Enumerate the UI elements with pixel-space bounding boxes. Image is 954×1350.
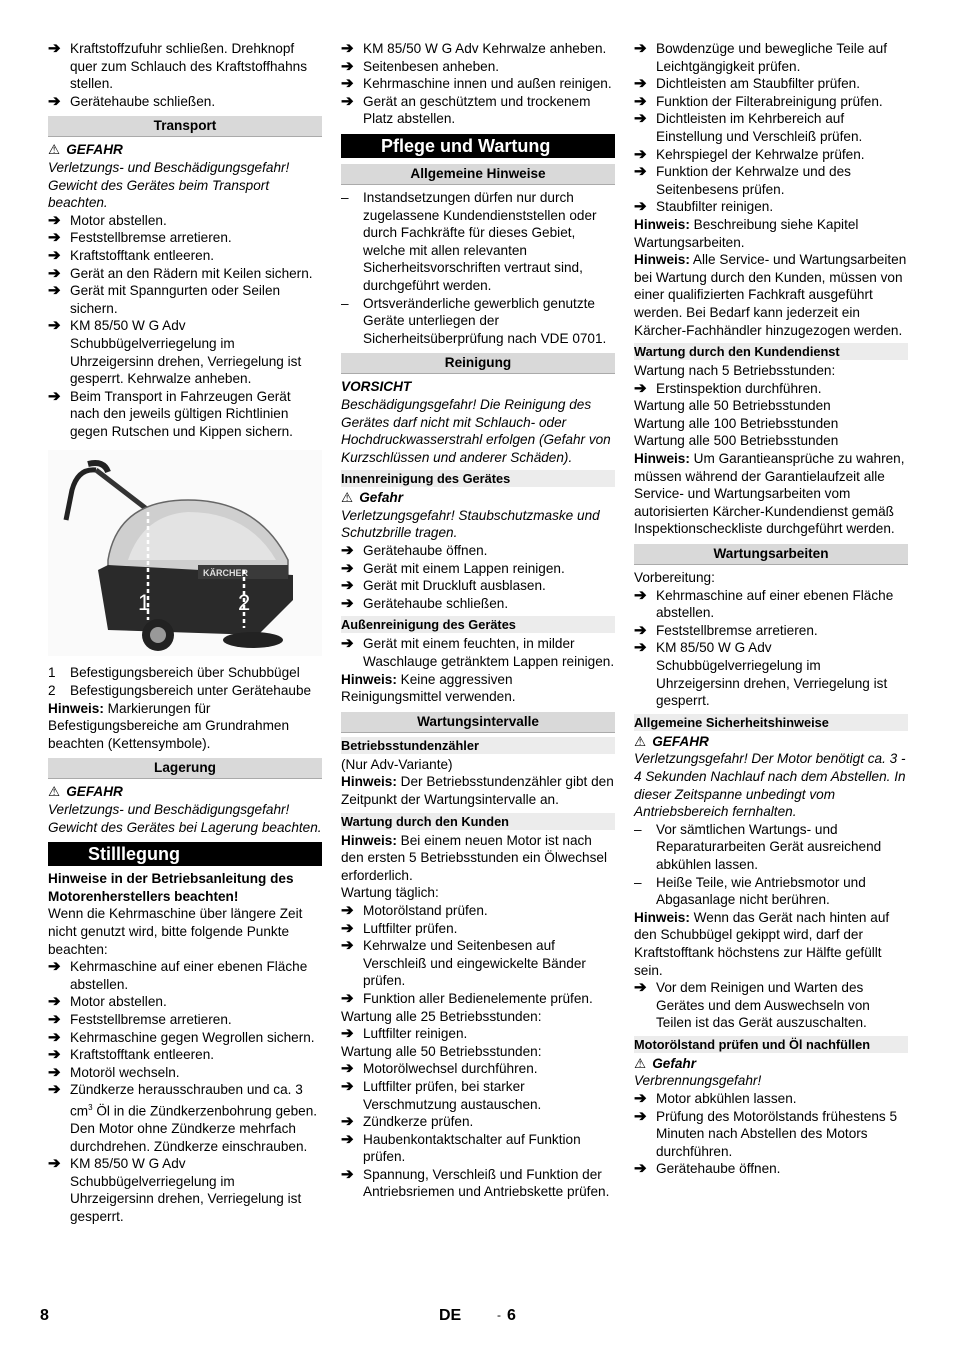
step-text: Gerätehaube schließen. (70, 93, 216, 109)
arrow-right-icon: ➔ (48, 1010, 61, 1028)
danger-text: Verbrennungsgefahr! (634, 1073, 762, 1089)
arrow-right-icon: ➔ (48, 40, 61, 57)
arrow-right-icon: ➔ (48, 317, 61, 335)
subheading-betriebsstundenzaehler: Betriebsstundenzähler (341, 737, 615, 754)
arrow-right-icon: ➔ (634, 639, 647, 657)
page-number-left: 8 (40, 1307, 49, 1324)
stilllegung-bold-intro: Hinweise in der Betriebsanleitung des Motorenherstellers beachten! (48, 871, 294, 904)
arrow-right-icon: ➔ (634, 92, 647, 110)
arrow-right-icon: ➔ (341, 577, 354, 595)
column-2: ➔ KM 85/50 W G Adv Kehrwalze anheben. ➔ Seitenbesen anheben. ➔ Kehrmaschine innen und außen reinigen. ➔ Gerät an geschütztem und trockenem Platz abstellen. Pflege und Wartung Allgemeine Hinweise – Instandsetzungen dürfen nur durch zugelassene Kundendienststellen oder durch Fachkräfte für dieses Gebiet, welche mit allen relevanten Sicherheitsvorschriften vertraut sind, durchgeführt werden. – Ortsveränderliche gewerblich genutzte Geräte unterliegen der Sicherheitsüberprüfung nach VDE 0701. Reinigung VORSICHT Beschädigungsgefahr! Die Reinigung des Gerätes darf nicht mit Schlauch- oder Hochdruckwasserstrahl erfolgen (Gefahr von Kurzschlüssen und anderer Schäden). Innenreinigung des Gerätes ⚠ Gefahr Verletzungsgefahr! Staubschutzmaske und Schutzbrille tragen. ➔ Gerätehaube öffnen. ➔ Gerät mit einem Lappen reinigen. ➔ Gerät mit Druckluft ausblasen. ➔ Gerätehaube schließen. Außenreinigung des Gerätes ➔ Gerät mit einem feuchten, in milder Waschlauge getränktem Lappen reinigen. Hinweis: Keine aggressiven Reinigungsmittel verwenden. Wartungsintervalle Betriebsstundenzähler (Nur Adv-Variante) Hinweis: Der Betriebsstundenzähler gibt den Zeitpunkt der Wartungsintervalle an. Wartung durch den Kunden Hinweis: Bei einem neuen Motor ist nach den ersten 5 Betriebsstunden ein Ölwechsel erforderlich. Wartung täglich: ➔ Motorölstand prüfen. ➔ Luftfilter prüfen. ➔ Kehrwalze und Seitenbesen auf Verschleiß und eingewickelte Bänder prüfen. ➔ Funktion aller Bedienelemente prüfen. Wartung alle 25 Betriebsstunden: ➔ Luftfilter reinigen. Wartung alle 50 Betriebsstunden: ➔ Motorölwechsel durchführen. ➔ Luftfilter prüfen, bei starker Verschmutzung austauschen. ➔ Zündkerze prüfen. ➔ Haubenkontaktschalter auf Funktion prüfen. ➔ Spannung, Verschleiß und Funktion der Antriebsriemen und Antriebskette prüfen. (341, 40, 615, 1200)
arrow-right-icon: ➔ (341, 937, 354, 955)
arrow-right-icon: ➔ (341, 57, 354, 75)
interval-label: Wartung alle 50 Betriebsstunden (634, 398, 831, 414)
arrow-right-icon: ➔ (341, 989, 354, 1007)
section-heading-allgemeine: Allgemeine Hinweise (341, 164, 615, 185)
interval-label: Wartung täglich: (341, 885, 439, 901)
subheading-wartung-kundendienst: Wartung durch den Kundendienst (634, 343, 908, 360)
danger-label: ⚠ GEFAHR (48, 784, 123, 800)
arrow-right-icon: ➔ (634, 40, 647, 57)
chapter-heading-stilllegung: Stilllegung (48, 842, 322, 866)
arrow-right-icon: ➔ (634, 379, 647, 397)
arrow-right-icon: ➔ (341, 92, 354, 110)
figure-callout-1: 1 (138, 590, 151, 616)
arrow-right-icon: ➔ (634, 75, 647, 93)
section-heading-wartungsarbeiten: Wartungsarbeiten (634, 544, 908, 565)
danger-text: Verletzungsgefahr! Der Motor benötigt ca. 3 - 4 Sekunden Nachlauf nach dem Abstellen. In dieser Zeitspanne unbedingt vom Antriebsbereich fernhalten. (634, 751, 906, 820)
arrow-right-icon: ➔ (48, 282, 61, 300)
section-heading-transport: Transport (48, 116, 322, 137)
warning-triangle-icon: ⚠ (341, 490, 354, 506)
arrow-right-icon: ➔ (341, 1060, 354, 1078)
arrow-right-icon: ➔ (634, 1160, 647, 1178)
arrow-right-icon: ➔ (634, 110, 647, 128)
prep-label: Vorbereitung: (634, 570, 715, 586)
danger-text: Verletzungs- und Beschädigungsgefahr! Gewicht des Gerätes beim Transport beachten. (48, 159, 290, 211)
note: Hinweis: Beschreibung siehe Kapitel Wartungsarbeiten. (634, 216, 859, 250)
dash-bullet: – (634, 874, 642, 890)
arrow-right-icon: ➔ (341, 542, 354, 560)
arrow-right-icon: ➔ (634, 198, 647, 216)
warning-triangle-icon: ⚠ (634, 1055, 647, 1071)
dash-bullet: – (341, 295, 349, 311)
arrow-right-icon: ➔ (341, 594, 354, 612)
arrow-right-icon: ➔ (48, 246, 61, 264)
interval-label: Wartung alle 500 Betriebsstunden (634, 433, 839, 449)
arrow-right-icon: ➔ (48, 1081, 61, 1099)
stilllegung-steps: ➔ Kehrmaschine auf einer ebenen Fläche abstellen. ➔ Motor abstellen. ➔ Feststellbremse arretieren. ➔ Kehrmaschine gegen Wegrollen sichern. ➔ Kraftstofftank entleeren. ➔ Motoröl wechseln. ➔ Zündkerze herausschrauben und ca. 3 $cm^3$ Öl in die Zündkerzenbohrung geben. Den Motor ohne Zündkerze mehrfach durchdrehen. Zündkerze einschrauben. ➔ KM 85/50 W G Adv Schubbügelverriegelung im Uhrzeigersinn drehen, Verriegelung ist gesperrt. (48, 958, 318, 1225)
note: Hinweis: Wenn das Gerät nach hinten auf den Schubbügel gekippt wird, darf der Kraftstofftank höchstens zur Hälfte gefüllt sein. (634, 909, 890, 978)
arrow-right-icon: ➔ (48, 264, 61, 282)
arrow-right-icon: ➔ (341, 1077, 354, 1095)
language-code: DE (439, 1307, 462, 1324)
stilllegung-intro: Wenn die Kehrmaschine über längere Zeit nicht genutzt wird, bitte folgende Punkte beachten: (48, 906, 303, 957)
warning-triangle-icon: ⚠ (48, 142, 61, 158)
arrow-right-icon: ➔ (341, 1113, 354, 1131)
arrow-right-icon: ➔ (341, 1130, 354, 1148)
transport-steps: ➔ Motor abstellen. ➔ Feststellbremse arretieren. ➔ Kraftstofftank entleeren. ➔ Gerät an den Rädern mit Keilen sichern. ➔ Gerät mit Spanngurten oder Seilen sichern. ➔ KM 85/50 W G Adv Schubbügelverriegelung im Uhrzeigersinn drehen, Verriegelung ist gesperrt. Kehrwalze anheben. ➔ Beim Transport in Fahrzeugen Gerät nach den jeweils gültigen Richtlinien gegen Rutschen und Kippen sichern. (48, 211, 313, 439)
arrow-right-icon: ➔ (634, 1107, 647, 1125)
arrow-right-icon: ➔ (634, 163, 647, 181)
interval-label: Wartung alle 25 Betriebsstunden: (341, 1008, 542, 1024)
danger-text: Verletzungsgefahr! Staubschutzmaske und Schutzbrille tragen. (341, 507, 600, 541)
note: Hinweis: Keine aggressiven Reinigungsmittel verwenden. (341, 671, 516, 705)
variant-note: (Nur Adv-Variante) (341, 756, 453, 772)
interval-label: Wartung nach 5 Betriebsstunden: (634, 363, 836, 379)
footer-dash: - (497, 1308, 501, 1322)
arrow-right-icon: ➔ (48, 229, 61, 247)
interval-label: Wartung alle 100 Betriebsstunden (634, 415, 839, 431)
note: Hinweis: Der Betriebsstundenzähler gibt den Zeitpunkt der Wartungsintervalle an. (341, 774, 614, 807)
caution-text: Beschädigungsgefahr! Die Reinigung des Gerätes darf nicht mit Schlauch- oder Hochdruckwasserstrahl erfolgen (Gefahr von Kurzschlüssen und anderer Schäden). (341, 396, 611, 465)
note: Hinweis: Markierungen für Befestigungsbereiche am Grundrahmen beachten (Kettensymbole). (48, 700, 290, 751)
warning-triangle-icon: ⚠ (634, 733, 647, 749)
note: Hinweis: Bei einem neuen Motor ist nach den ersten 5 Betriebsstunden ein Ölwechsel erforderlich. (341, 832, 607, 883)
note: Hinweis: Alle Service- und Wartungsarbeiten bei Wartung durch den Kunden, müssen von einer qualifizierten Fachkraft ausgeführt werden. Bei Bedarf kann jederzeit ein Kärcher-Fachhändler hinzugezogen werden. (634, 252, 907, 338)
arrow-right-icon: ➔ (341, 40, 354, 57)
arrow-right-icon: ➔ (341, 1025, 354, 1043)
arrow-right-icon: ➔ (48, 1155, 61, 1173)
arrow-right-icon: ➔ (341, 1165, 354, 1183)
top-steps: ➔ KM 85/50 W G Adv Kehrwalze anheben. ➔ Seitenbesen anheben. ➔ Kehrmaschine innen und außen reinigen. ➔ Gerät an geschütztem und trockenem Platz abstellen. (341, 40, 612, 127)
arrow-right-icon: ➔ (634, 586, 647, 604)
dash-bullet: – (341, 189, 349, 205)
arrow-right-icon: ➔ (634, 621, 647, 639)
danger-text: Verletzungs- und Beschädigungsgefahr! Gewicht des Gerätes bei Lagerung beachten. (48, 802, 322, 835)
dash-bullet: – (634, 821, 642, 837)
arrow-right-icon: ➔ (48, 1028, 61, 1046)
section-heading-reinigung: Reinigung (341, 353, 615, 374)
arrow-right-icon: ➔ (48, 1046, 61, 1064)
chapter-heading-pflege: Pflege und Wartung (341, 134, 615, 158)
page-number-right: 6 (507, 1307, 516, 1324)
arrow-right-icon: ➔ (48, 958, 61, 976)
arrow-right-icon: ➔ (341, 919, 354, 937)
arrow-right-icon: ➔ (48, 387, 61, 405)
arrow-right-icon: ➔ (48, 92, 61, 110)
interval-label: Wartung alle 50 Betriebsstunden: (341, 1043, 542, 1059)
arrow-right-icon: ➔ (48, 1063, 61, 1081)
danger-label: ⚠ GEFAHR (48, 142, 123, 158)
arrow-right-icon: ➔ (48, 211, 61, 229)
arrow-right-icon: ➔ (634, 145, 647, 163)
step-text: Kraftstoffzufuhr schließen. Drehknopf quer zum Schlauch des Kraftstoffhahns stellen. (70, 41, 308, 92)
column-1 (48, 40, 322, 1226)
danger-label: ⚠ Gefahr (341, 490, 404, 506)
danger-label: ⚠ Gefahr (634, 1055, 697, 1071)
note: Hinweis: Um Garantieansprüche zu wahren, müssen während der Garantielaufzeit alle Service- und Wartungsarbeiten vom autorisierten Kärcher-Kundendienst gemäß Inspektionscheckliste durchgeführt werden. (634, 451, 905, 537)
subheading-aussenreinigung: Außenreinigung des Gerätes (341, 616, 615, 633)
sweeper-illustration (48, 450, 322, 656)
arrow-right-icon: ➔ (634, 979, 647, 997)
arrow-right-icon: ➔ (48, 993, 61, 1011)
danger-label: ⚠ GEFAHR (634, 733, 709, 749)
figure-callout-2: 2 (238, 590, 251, 616)
subheading-wartung-kunden: Wartung durch den Kunden (341, 813, 615, 830)
subheading-motoroelstand: Motorölstand prüfen und Öl nachfüllen (634, 1036, 908, 1053)
section-heading-wartungsintervalle: Wartungsintervalle (341, 712, 615, 733)
caution-label: VORSICHT (341, 379, 412, 395)
fuel-steps (48, 40, 322, 110)
arrow-right-icon: ➔ (341, 559, 354, 577)
brand-logo: KÄRCHER (203, 568, 248, 579)
arrow-right-icon: ➔ (634, 1090, 647, 1108)
arrow-right-icon: ➔ (341, 901, 354, 919)
column-3: ➔ Bowdenzüge und bewegliche Teile auf Leichtgängigkeit prüfen. ➔ Dichtleisten am Staubfilter prüfen. ➔ Funktion der Filterabreinigung prüfen. ➔ Dichtleisten im Kehrbereich auf Einstellung und Verschleiß prüfen. ➔ Kehrspiegel der Kehrwalze prüfen. ➔ Funktion der Kehrwalze und des Seitenbesens prüfen. ➔ Staubfilter reinigen. Hinweis: Beschreibung siehe Kapitel Wartungsarbeiten. Hinweis: Alle Service- und Wartungsarbeiten bei Wartung durch den Kunden, müssen von einer qualifizierten Fachkraft ausgeführt werden. Bei Bedarf kann jederzeit ein Kärcher-Fachhändler hinzugezogen werden. Wartung durch den Kundendienst Wartung nach 5 Betriebsstunden: ➔ Erstinspektion durchführen. Wartung alle 50 Betriebsstunden Wartung alle 100 Betriebsstunden Wartung alle 500 Betriebsstunden Hinweis: Um Garantieansprüche zu wahren, müssen während der Garantielaufzeit alle Service- und Wartungsarbeiten vom autorisierten Kärcher-Kundendienst gemäß Inspektionscheckliste durchgeführt werden. Wartungsarbeiten Vorbereitung: ➔ Kehrmaschine auf einer ebenen Fläche abstellen. ➔ Feststellbremse arretieren. ➔ KM 85/50 W G Adv Schubbügelverriegelung im Uhrzeigersinn drehen, Verriegelung ist gesperrt. Allgemeine Sicherheitshinweise ⚠ GEFAHR Verletzungsgefahr! Der Motor benötigt ca. 3 - 4 Sekunden Nachlauf nach dem Abstellen. In dieser Zeitspanne unbedingt vom Antriebsbereich fernhalten. – Vor sämtlichen Wartungs- und Reparaturarbeiten Gerät ausreichend abkühlen lassen. – Heiße Teile, wie Antriebsmotor und Abgasanlage nicht berühren. Hinweis: Wenn das Gerät nach hinten auf den Schubbügel gekippt wird, darf der Kraftstofftank höchstens zur Hälfte gefüllt sein. ➔ Vor dem Reinigen und Warten des Gerätes und dem Auswechseln von Teilen ist das Gerät auszuschalten. Motorölstand prüfen und Öl nachfüllen ⚠ Gefahr Verbrennungsgefahr! ➔ Motor abkühlen lassen. ➔ Prüfung des Motorölstands frühestens 5 Minuten nach Abstellen des Motors durchführen. ➔ Gerätehaube öffnen. (634, 40, 907, 1178)
arrow-right-icon: ➔ (341, 75, 354, 93)
arrow-right-icon: ➔ (341, 635, 354, 653)
figure-legend: 1 Befestigungsbereich über Schubbügel 2 Befestigungsbereich unter Gerätehaube (48, 665, 312, 699)
warning-triangle-icon: ⚠ (48, 784, 61, 800)
subheading-sicherheitshinweise: Allgemeine Sicherheitshinweise (634, 714, 908, 731)
subheading-innenreinigung: Innenreinigung des Gerätes (341, 470, 615, 487)
section-heading-lagerung: Lagerung (48, 758, 322, 779)
